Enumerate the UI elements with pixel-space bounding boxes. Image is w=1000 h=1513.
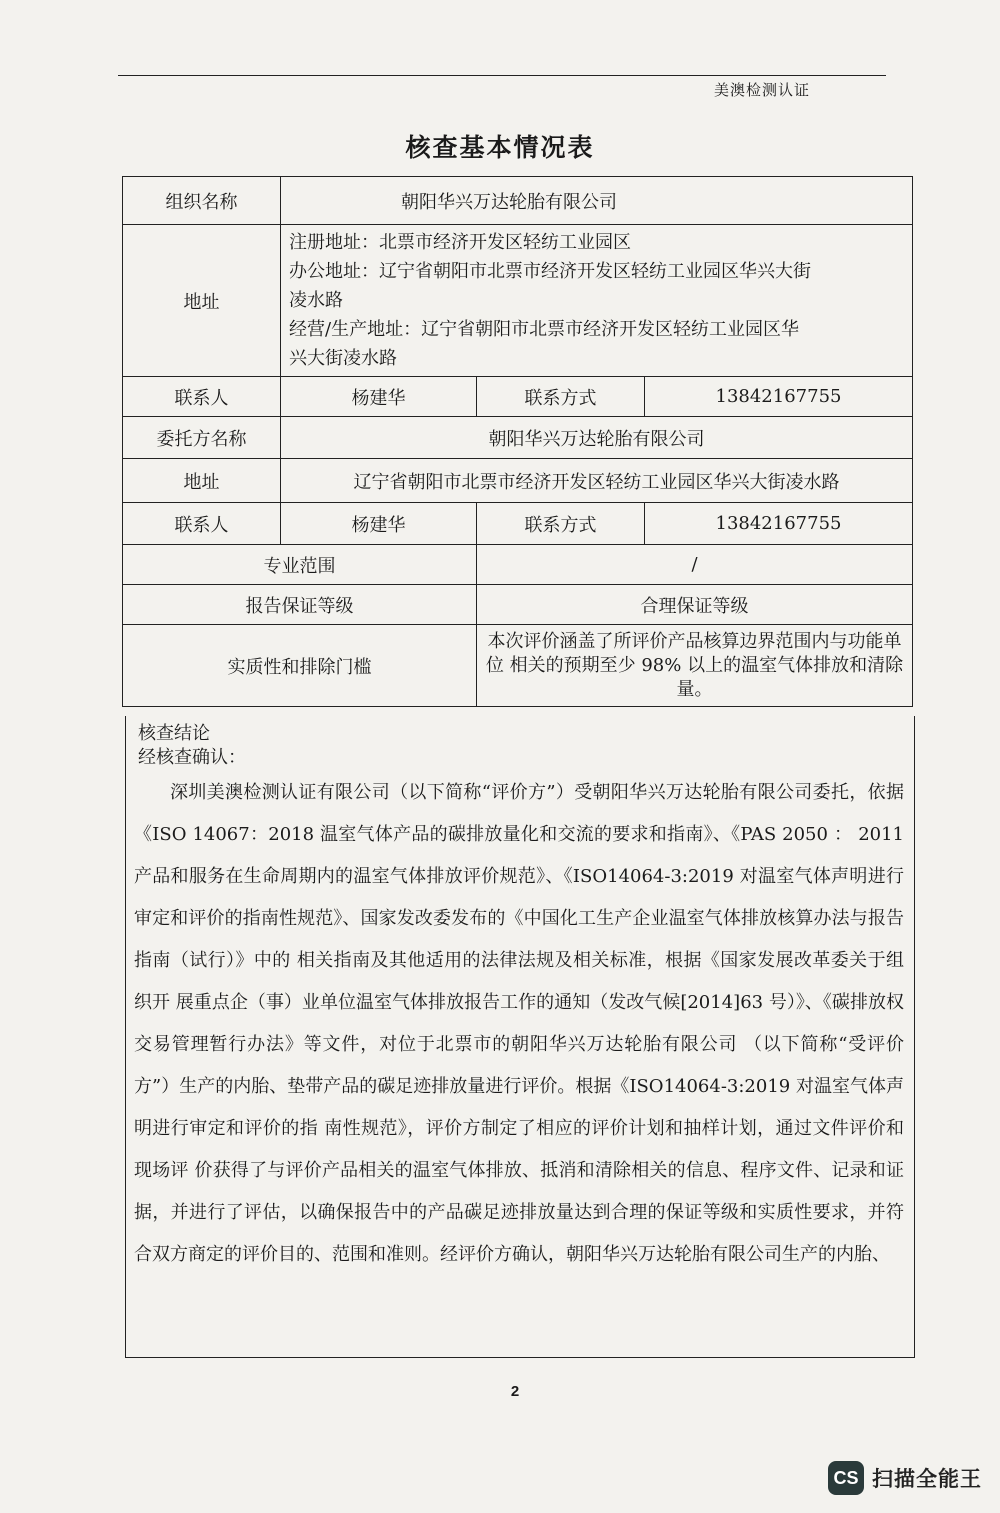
- conclusion-section: [125, 716, 915, 1358]
- contact-phone: 13842167755: [645, 377, 913, 417]
- header-org-name: 美澳检测认证: [713, 81, 810, 99]
- table-row: [123, 417, 913, 459]
- client-address-label: 地址: [123, 459, 281, 503]
- watermark-text: 扫描全能王: [872, 1467, 982, 1491]
- conclusion-subheading: 经核查确认：: [138, 747, 246, 768]
- client-name-value: 朝阳华兴万达轮胎有限公司: [281, 417, 913, 459]
- scope-value: /: [477, 545, 913, 585]
- camscanner-logo-icon: CS: [828, 1461, 864, 1495]
- address-line: 注册地址：北票市经济开发区轻纺工业园区: [289, 232, 631, 253]
- scope-label: 专业范围: [123, 545, 477, 585]
- materiality-label: 实质性和排除门槛: [123, 625, 477, 707]
- header-rule: [118, 75, 886, 76]
- table-row: [123, 503, 913, 545]
- table-row: [123, 177, 913, 225]
- assurance-value: 合理保证等级: [477, 585, 913, 625]
- contact-name: 杨建华: [281, 377, 477, 417]
- client-contact-method-label: 联系方式: [477, 503, 645, 545]
- client-address-value: 辽宁省朝阳市北票市经济开发区轻纺工业园区华兴大街凌水路: [281, 459, 913, 503]
- conclusion-body: 深圳美澳检测认证有限公司（以下简称“评价方”）受朝阳华兴万达轮胎有限公司委托，依据《ISO 14067：2018 温室气体产品的碳排放量化和交流的要求和指南》、《PAS 2050 ： 2011 产品和服务在生命周期内的温室气体排放评价规范》、《ISO14064-3:2019 对温室气体声明进行审定和评价的指南性规范》、国家发改委发布的《中国化工生产企业温室气体排放核算办法与报告指南（试行）》中的 相关指南及其他适用的法律法规及相关标准，根据《国家发展改革委关于组织开 展重点企（事）业单位温室气体排放报告工作的通知（发改气候[2014]63 号）》、《碳排放权交易管理暂行办法》等文件，对位于北票市的朝阳华兴万达轮胎有限公司 （以下简称“受评价方”）生产的内胎、垫带产品的碳足迹排放量进行评价。根据《ISO14064-3:2019 对温室气体声明进行审定和评价的指 南性规范》，评价方制定了相应的评价计划和抽样计划，通过文件评价和现场评 价获得了与评价产品相关的温室气体排放、抵消和清除相关的信息、程序文件、记录和证据，并进行了评估，以确保报告中的产品碳足迹排放量达到合理的保证等级和实质性要求，并符合双方商定的评价目的、范围和准则。经评价方确认，朝阳华兴万达轮胎有限公司生产的内胎、: [134, 782, 904, 1265]
- page-number: 2: [510, 1383, 520, 1400]
- address-line: 凌水路: [289, 290, 343, 311]
- page-title: 核查基本情况表: [405, 133, 595, 162]
- info-table: [122, 176, 913, 707]
- org-name-value: 朝阳华兴万达轮胎有限公司: [281, 177, 913, 225]
- table-row: [123, 585, 913, 625]
- materiality-value: 本次评价涵盖了所评价产品核算边界范围内与功能单位 相关的预期至少 98% 以上的温室气体排放和清除量。: [477, 625, 913, 707]
- conclusion-heading: 核查结论: [138, 723, 210, 744]
- address-label: 地址: [123, 225, 281, 377]
- address-value: [281, 225, 913, 377]
- address-line: 经营/生产地址：辽宁省朝阳市北票市经济开发区轻纺工业园区华: [289, 319, 800, 340]
- client-contact-phone: 13842167755: [645, 503, 913, 545]
- contact-method-label: 联系方式: [477, 377, 645, 417]
- address-line: 办公地址：辽宁省朝阳市北票市经济开发区轻纺工业园区华兴大街: [289, 261, 811, 282]
- table-row: [123, 377, 913, 417]
- table-row: [123, 225, 913, 377]
- scanner-watermark: [828, 1461, 982, 1495]
- address-line: 兴大街凌水路: [289, 348, 397, 369]
- contact-label: 联系人: [123, 377, 281, 417]
- org-name-label: 组织名称: [123, 177, 281, 225]
- table-row: [123, 459, 913, 503]
- client-name-label: 委托方名称: [123, 417, 281, 459]
- assurance-label: 报告保证等级: [123, 585, 477, 625]
- table-row: [123, 625, 913, 707]
- client-contact-name: 杨建华: [281, 503, 477, 545]
- conclusion-heading-block: [138, 722, 246, 770]
- client-contact-label: 联系人: [123, 503, 281, 545]
- table-row: [123, 545, 913, 585]
